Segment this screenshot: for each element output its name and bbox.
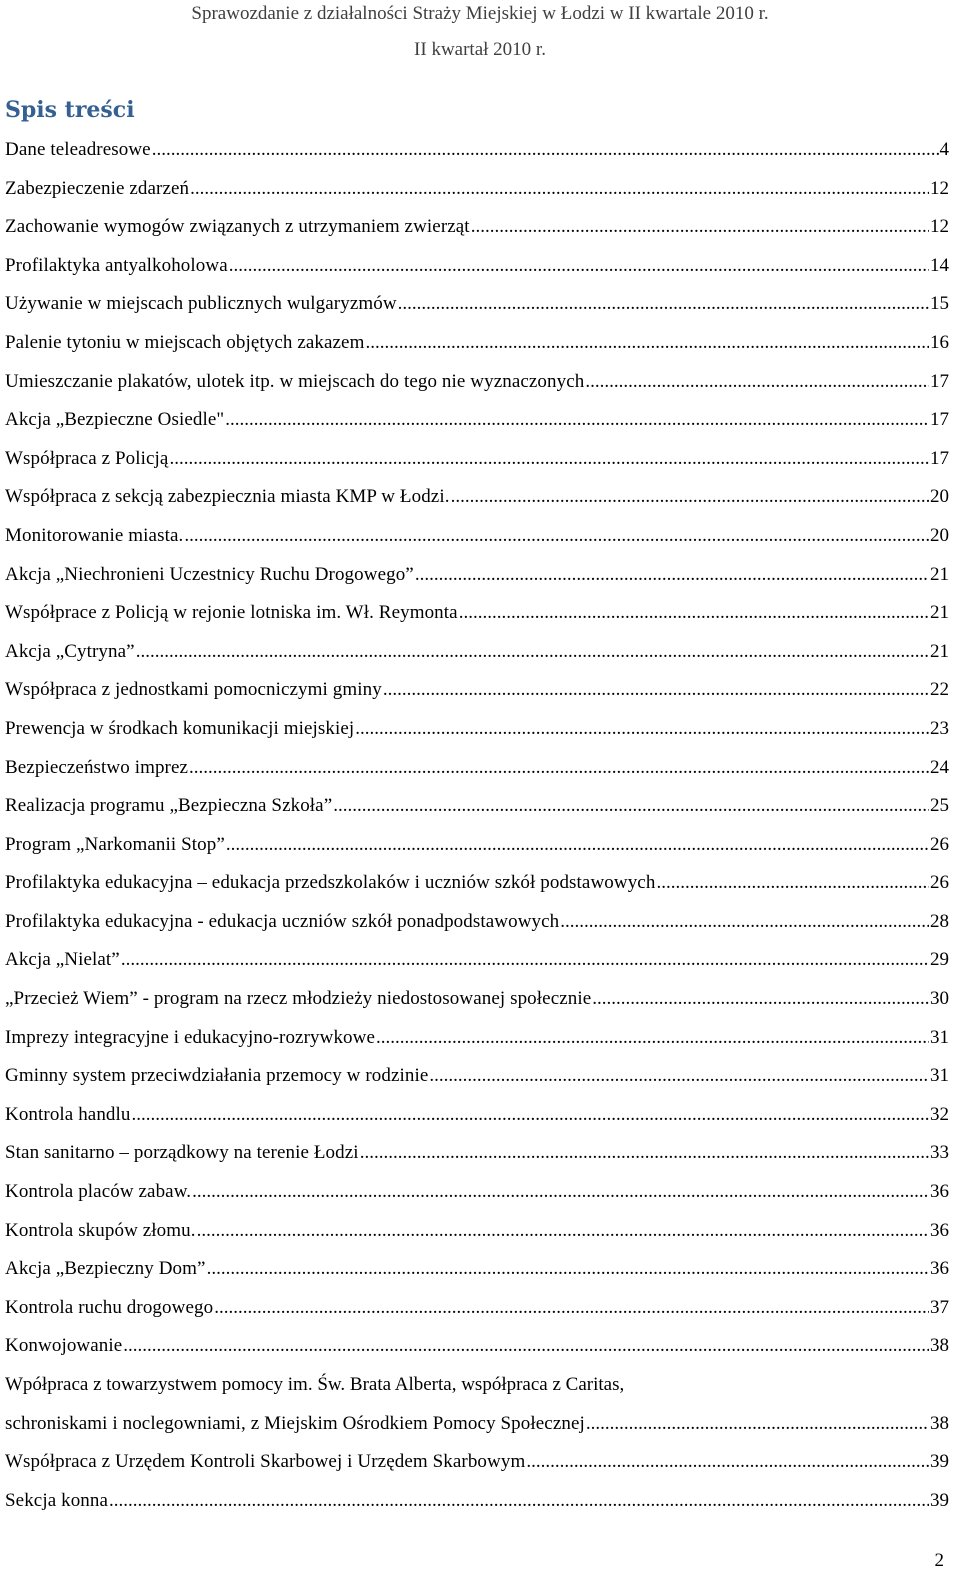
toc-entry-label: Umieszczanie plakatów, ulotek itp. w miejscach do tego nie wyznaczonych <box>5 370 585 392</box>
toc-entry-label: Dane teleadresowe <box>5 139 151 160</box>
toc-entry[interactable] <box>5 717 949 740</box>
toc-entry[interactable] <box>5 1026 949 1049</box>
toc-entry-label: Konwojowanie <box>5 1335 123 1357</box>
toc-entry-label: Stan sanitarno – porządkowy na terenie Łodzi <box>5 1142 359 1164</box>
report-header-period: II kwartał 2010 r. <box>414 39 546 60</box>
toc-entry-page: 26 <box>930 872 949 894</box>
toc-entry[interactable] <box>5 640 949 663</box>
toc-entry-label: Zachowanie wymogów związanych z utrzymaniem zwierząt <box>5 216 470 238</box>
toc-entry-page: 12 <box>930 216 949 238</box>
toc-dot-leader <box>471 215 929 238</box>
toc-entry[interactable] <box>5 678 949 701</box>
toc-entry-page: 31 <box>930 1065 949 1087</box>
toc-dot-leader <box>560 910 929 933</box>
toc-entry-page: 12 <box>930 177 949 199</box>
toc-entry[interactable] <box>5 1180 949 1203</box>
toc-entry-page: 38 <box>930 1412 949 1434</box>
toc-dot-leader <box>207 1257 929 1280</box>
toc-entry-page: 16 <box>930 331 949 353</box>
toc-entry-label: Program „Narkomanii Stop” <box>5 833 225 855</box>
toc-dot-leader <box>429 1064 929 1087</box>
toc-dot-leader <box>121 948 929 971</box>
toc-entry-page: 29 <box>930 949 949 971</box>
toc-entry-line2 <box>5 1412 949 1435</box>
toc-entry-label: Profilaktyka antyalkoholowa <box>5 254 228 276</box>
toc-entry[interactable] <box>5 987 949 1010</box>
toc-entry[interactable] <box>5 601 949 624</box>
toc-entry-page: 38 <box>930 1335 949 1357</box>
toc-entry[interactable] <box>5 1489 949 1512</box>
toc-entry[interactable] <box>5 524 949 547</box>
toc-dot-leader <box>197 1219 929 1242</box>
toc-dot-leader <box>355 717 929 740</box>
toc-entry[interactable] <box>5 1141 949 1164</box>
toc-entry-label: Palenie tytoniu w miejscach objętych zakazem <box>5 331 365 353</box>
toc-entry-page: 26 <box>930 833 949 855</box>
toc-dot-leader <box>360 1141 929 1164</box>
table-of-contents <box>5 138 949 1527</box>
toc-entry-label: „Przecież Wiem” - program na rzecz młodzieży niedostosowanej społecznie <box>5 988 592 1010</box>
toc-entry-label: Kontrola handlu <box>5 1103 131 1125</box>
toc-entry[interactable] <box>5 370 949 393</box>
toc-entry-label: Współprace z Policją w rejonie lotniska im. Wł. Reymonta <box>5 602 458 624</box>
toc-entry[interactable] <box>5 794 949 817</box>
toc-entry[interactable] <box>5 563 949 586</box>
toc-dot-leader <box>586 1412 929 1435</box>
toc-dot-leader <box>214 1296 929 1319</box>
toc-entry-label: Współpraca z Urzędem Kontroli Skarbowej i Urzędem Skarbowym <box>5 1451 526 1473</box>
toc-entry[interactable] <box>5 1257 949 1280</box>
toc-entry-page: 36 <box>930 1181 949 1203</box>
toc-entry-page: 25 <box>930 795 949 817</box>
toc-dot-leader <box>226 833 929 856</box>
toc-dot-leader <box>189 756 929 779</box>
toc-entry-page: 15 <box>930 293 949 315</box>
toc-dot-leader <box>415 563 929 586</box>
toc-entry-page: 31 <box>930 1026 949 1048</box>
toc-dot-leader <box>152 138 939 161</box>
toc-dot-leader <box>451 485 929 508</box>
toc-entry[interactable] <box>5 1064 949 1087</box>
toc-entry-page: 33 <box>930 1142 949 1164</box>
toc-entry[interactable] <box>5 447 949 470</box>
toc-entry-label: schroniskami i noclegowniami, z Miejskim Ośrodkiem Pomocy Społecznej <box>5 1412 585 1434</box>
toc-entry-page: 21 <box>930 640 949 662</box>
toc-entry-label: Współpraca z jednostkami pomocniczymi gminy <box>5 679 382 701</box>
toc-entry-label: Akcja „Bezpieczne Osiedle" <box>5 409 225 431</box>
toc-entry-label: Współpraca z sekcją zabezpiecznia miasta KMP w Łodzi. <box>5 486 450 508</box>
toc-entry-label: Kontrola placów zabaw. <box>5 1181 192 1203</box>
toc-dot-leader <box>229 254 929 277</box>
toc-dot-leader <box>132 1103 929 1126</box>
toc-dot-leader <box>192 1180 929 1203</box>
toc-entry-label: Bezpieczeństwo imprez <box>5 756 189 778</box>
toc-dot-leader <box>592 987 929 1010</box>
toc-entry-label: Akcja „Bezpieczny Dom” <box>5 1258 206 1280</box>
report-header-title: Sprawozdanie z działalności Straży Miejskiej w Łodzi w II kwartale 2010 r. <box>191 3 769 24</box>
page-number: 2 <box>934 1550 944 1571</box>
toc-entry-page: 30 <box>930 988 949 1010</box>
toc-entry-label: Prewencja w środkach komunikacji miejskiej <box>5 717 355 739</box>
toc-entry-page: 28 <box>930 910 949 932</box>
toc-entry-label: Używanie w miejscach publicznych wulgaryzmów <box>5 293 397 315</box>
toc-entry-page: 24 <box>930 756 949 778</box>
toc-entry-page: 39 <box>930 1489 949 1511</box>
toc-entry-label: Kontrola ruchu drogowego <box>5 1296 214 1318</box>
toc-entry-page: 17 <box>930 370 949 392</box>
toc-entry[interactable] <box>5 292 949 315</box>
toc-dot-leader <box>190 177 929 200</box>
toc-entry[interactable] <box>5 1450 949 1473</box>
toc-entry-page: 17 <box>930 409 949 431</box>
toc-entry-label: Akcja „Cytryna” <box>5 640 135 662</box>
toc-entry-label-line1: Wpółpraca z towarzystwem pomocy im. Św. Brata Alberta, współpraca z Caritas, <box>5 1374 625 1395</box>
toc-entry[interactable] <box>5 1103 949 1126</box>
toc-entry-page: 17 <box>930 447 949 469</box>
toc-entry-page: 22 <box>930 679 949 701</box>
toc-entry[interactable] <box>5 485 949 508</box>
toc-entry-label: Kontrola skupów złomu. <box>5 1219 196 1241</box>
toc-entry[interactable] <box>5 1334 949 1357</box>
toc-entry-label: Profilaktyka edukacyjna – edukacja przedszkolaków i uczniów szkół podstawowych <box>5 872 656 894</box>
toc-entry-page: 14 <box>930 254 949 276</box>
toc-dot-leader <box>136 640 929 663</box>
toc-entry[interactable] <box>5 215 949 238</box>
toc-entry-page: 39 <box>930 1451 949 1473</box>
toc-entry-page: 36 <box>930 1258 949 1280</box>
toc-dot-leader <box>184 524 929 547</box>
toc-entry-label: Imprezy integracyjne i edukacyjno-rozrywkowe <box>5 1026 375 1048</box>
toc-entry[interactable] <box>5 1373 949 1435</box>
toc-dot-leader <box>109 1489 929 1512</box>
toc-entry[interactable] <box>5 871 949 894</box>
toc-entry-page: 4 <box>939 139 949 160</box>
toc-entry-label: Profilaktyka edukacyjna - edukacja uczniów szkół ponadpodstawowych <box>5 910 560 932</box>
toc-entry[interactable] <box>5 1296 949 1319</box>
toc-entry[interactable] <box>5 138 949 161</box>
toc-dot-leader <box>365 331 929 354</box>
toc-entry-page: 37 <box>930 1296 949 1318</box>
toc-entry[interactable] <box>5 177 949 200</box>
toc-entry-page: 36 <box>930 1219 949 1241</box>
toc-entry-label: Współpraca z Policją <box>5 447 169 469</box>
toc-entry[interactable] <box>5 833 949 856</box>
toc-entry[interactable] <box>5 910 949 933</box>
toc-entry[interactable] <box>5 408 949 431</box>
toc-entry[interactable] <box>5 948 949 971</box>
toc-dot-leader <box>398 292 929 315</box>
toc-dot-leader <box>123 1334 929 1357</box>
toc-dot-leader <box>656 871 929 894</box>
toc-entry-label: Akcja „Nielat” <box>5 949 120 971</box>
toc-entry-label: Akcja „Niechronieni Uczestnicy Ruchu Drogowego” <box>5 563 414 585</box>
toc-title: Spis treści <box>5 97 135 123</box>
toc-entry-page: 21 <box>930 602 949 624</box>
toc-entry-label: Monitorowanie miasta. <box>5 524 184 546</box>
toc-entry-page: 20 <box>930 486 949 508</box>
toc-entry-page: 23 <box>930 717 949 739</box>
toc-dot-leader <box>333 794 929 817</box>
toc-entry-page: 32 <box>930 1103 949 1125</box>
toc-entry-page: 21 <box>930 563 949 585</box>
toc-dot-leader <box>459 601 929 624</box>
toc-dot-leader <box>585 370 929 393</box>
toc-entry-label: Realizacja programu „Bezpieczna Szkoła” <box>5 795 333 817</box>
toc-dot-leader <box>225 408 929 431</box>
toc-dot-leader <box>383 678 929 701</box>
toc-entry[interactable] <box>5 254 949 277</box>
toc-entry-page: 20 <box>930 524 949 546</box>
toc-entry-label: Sekcja konna <box>5 1489 109 1511</box>
toc-dot-leader <box>526 1450 929 1473</box>
toc-entry[interactable] <box>5 756 949 779</box>
toc-entry[interactable] <box>5 331 949 354</box>
toc-entry-label: Gminny system przeciwdziałania przemocy w rodzinie <box>5 1065 429 1087</box>
toc-dot-leader <box>169 447 929 470</box>
toc-entry[interactable] <box>5 1219 949 1242</box>
toc-entry-label: Zabezpieczenie zdarzeń <box>5 177 190 199</box>
toc-dot-leader <box>376 1026 929 1049</box>
